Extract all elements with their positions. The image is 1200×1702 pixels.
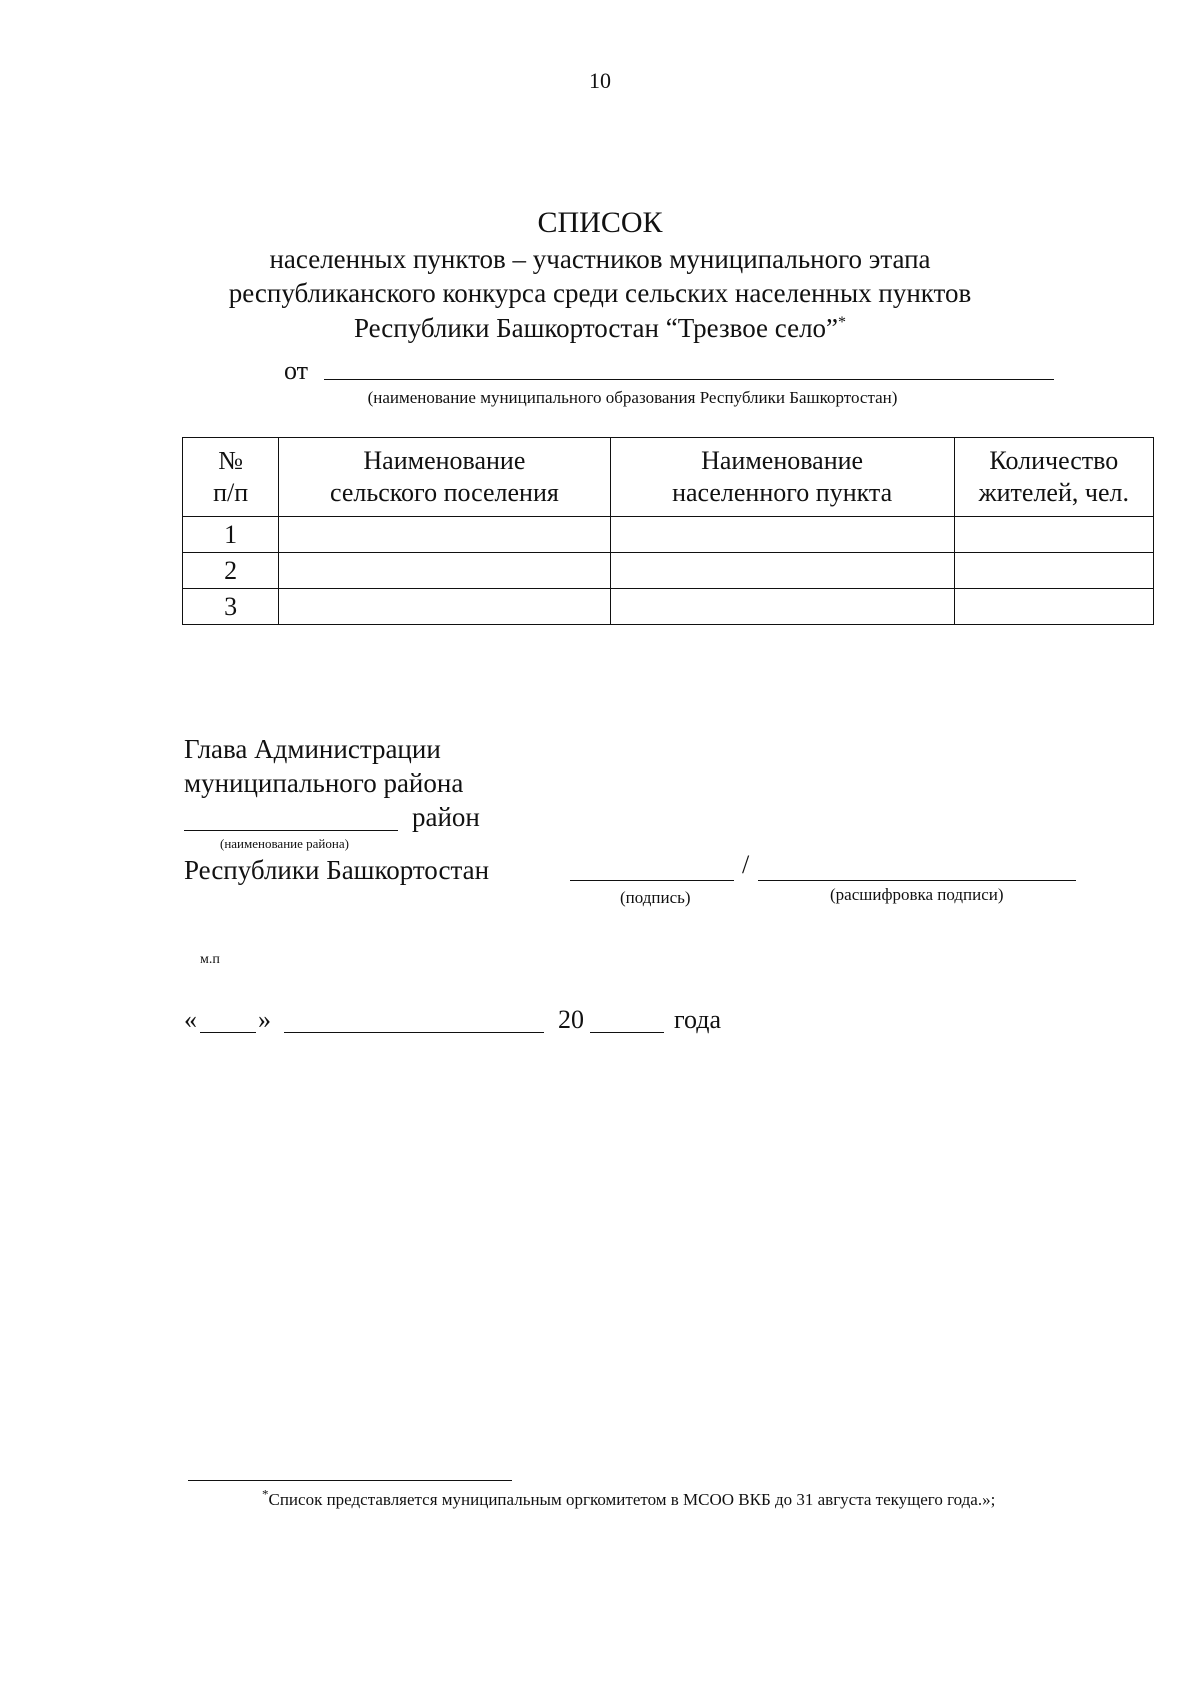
header-residents [954, 438, 1153, 517]
row-number: 3 [183, 589, 279, 625]
municipality-caption: (наименование муниципального образования Республики Башкортостан) [367, 388, 898, 407]
district-word: район [412, 802, 480, 832]
month-fill-line[interactable] [284, 1032, 544, 1033]
header-residents-line2: жителей, чел. [978, 478, 1129, 507]
row-number: 2 [183, 553, 279, 589]
header-number-line1: № [218, 446, 244, 475]
header-residents-line1: Количество [989, 446, 1119, 475]
header-locality [610, 438, 954, 517]
page-number: 10 [589, 68, 611, 93]
day-fill-line[interactable] [200, 1032, 256, 1033]
head-title-line-4: Республики Башкортостан [184, 855, 490, 885]
district-fill-line[interactable] [184, 830, 398, 831]
locality-cell[interactable] [610, 589, 954, 625]
footnote-mark: * [262, 1486, 269, 1502]
residents-cell[interactable] [954, 553, 1153, 589]
table-row [183, 553, 1154, 589]
residents-cell[interactable] [954, 589, 1153, 625]
document-title: СПИСОК [537, 206, 663, 239]
signature-caption: (подпись) [620, 888, 691, 907]
year-word: года [674, 1005, 722, 1034]
signature-slash: / [742, 850, 750, 879]
subtitle-line-3 [0, 313, 1200, 344]
subtitle-line-2: республиканского конкурса среди сельских населенных пунктов [228, 278, 972, 308]
header-locality-line1: Наименование [701, 446, 864, 475]
row-number: 1 [183, 517, 279, 553]
footnote-text: Список представляется муниципальным оргкомитетом в МСОО ВКБ до 31 августа текущего года.»; [268, 1490, 996, 1509]
stamp-place-label: м.п [200, 952, 220, 967]
table-header-row [183, 438, 1154, 517]
signature-decode-caption: (расшифровка подписи) [830, 885, 1004, 904]
date-open-quote: « [184, 1005, 197, 1034]
header-number-line2: п/п [213, 478, 249, 507]
residents-cell[interactable] [954, 517, 1153, 553]
signature-fill-line[interactable] [570, 880, 734, 881]
date-close-quote: » [258, 1005, 271, 1034]
subtitle-line-3-text: Республики Башкортостан “Трезвое село” [353, 313, 839, 343]
header-rural-settlement-line2: сельского поселения [329, 478, 559, 507]
head-title-line-2: муниципального района [184, 768, 464, 798]
head-title-line-1: Глава Администрации [184, 734, 441, 764]
table-row [183, 589, 1154, 625]
subtitle-footnote-mark: * [838, 314, 847, 331]
footnote [262, 1486, 996, 1510]
locality-cell[interactable] [610, 517, 954, 553]
rural-settlement-cell[interactable] [279, 553, 610, 589]
district-caption: (наименование района) [220, 836, 349, 851]
table-row [183, 517, 1154, 553]
from-label: от [284, 356, 309, 385]
header-rural-settlement [279, 438, 610, 517]
signature-decode-fill-line[interactable] [758, 880, 1076, 881]
footnote-separator [188, 1480, 512, 1481]
rural-settlement-cell[interactable] [279, 517, 610, 553]
year-fill-line[interactable] [590, 1032, 664, 1033]
year-prefix: 20 [558, 1005, 584, 1034]
settlements-table [182, 437, 1154, 625]
subtitle-line-1: населенных пунктов – участников муниципального этапа [269, 244, 931, 274]
header-rural-settlement-line1: Наименование [363, 446, 526, 475]
municipality-fill-line[interactable] [324, 379, 1054, 380]
locality-cell[interactable] [610, 553, 954, 589]
header-locality-line2: населенного пункта [672, 478, 893, 507]
rural-settlement-cell[interactable] [279, 589, 610, 625]
header-number [183, 438, 279, 517]
